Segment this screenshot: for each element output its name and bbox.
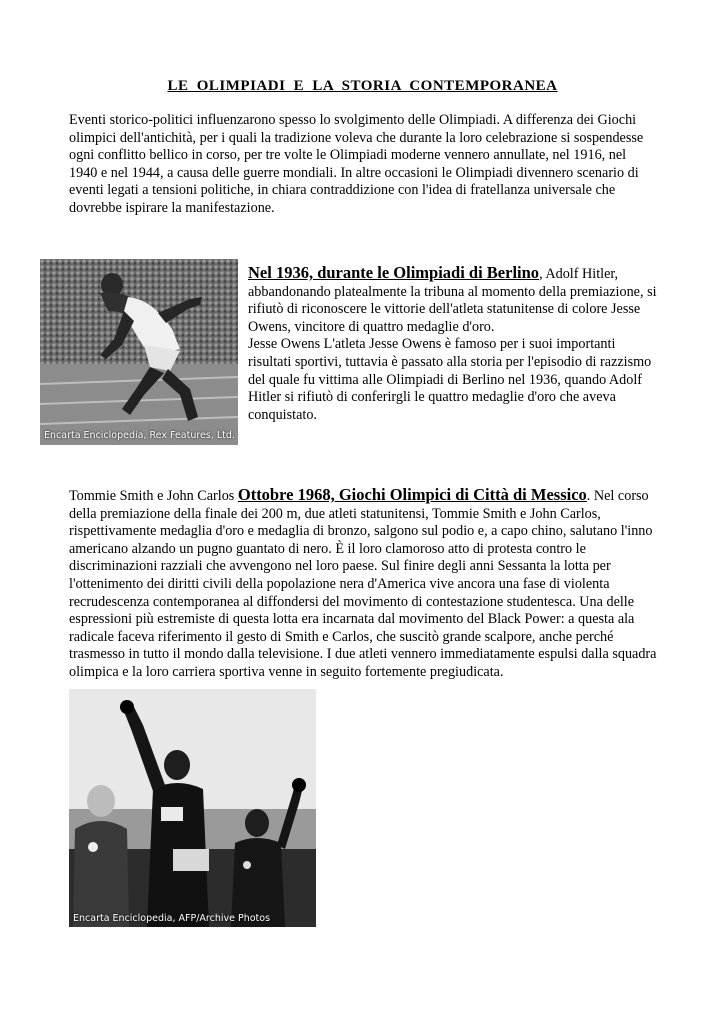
- mexico-lead: Tommie Smith e John Carlos: [69, 488, 238, 504]
- page-title: LE OLIMPIADI E LA STORIA CONTEMPORANEA: [167, 78, 558, 94]
- photo-caption: Encarta Enciclopedia, Rex Features, Ltd.: [44, 430, 235, 441]
- intro-paragraph: Eventi storico-politici influenzarono spesso lo svolgimento delle Olimpiadi. A differenza dei Giochi olimpici dell'antichità, per i quali la tradizione voleva che durante la loro celebrazione si sospendesse ogni conflitto bellico in corso, per tre volte le Olimpiadi moderne vennero annullate, nel 1916, nel 1940 e nel 1944, a causa delle guerre mondiali. In altre occasioni le Olimpiadi divennero scenario di eventi legati a tensioni politiche, in chiara contraddizione con l'idea di fratellanza universale che dovrebbe ispirare la manifestazione.: [69, 112, 644, 216]
- jesse-owens-photo: [40, 259, 238, 445]
- berlin-paragraph: [248, 264, 660, 424]
- berlin-heading: Nel 1936, durante le Olimpiadi di Berlino: [248, 263, 540, 282]
- berlin-text-1: , Adolf Hitler, abbandonando platealmente la tribuna al momento della premiazione, si rifiutò di riconoscere le vittorie dell'atleta statunitense di colore Jesse Owens, vincitore di quattro medaglie d'oro.: [248, 266, 657, 335]
- mexico-paragraph: [69, 486, 657, 682]
- photo-caption: Encarta Enciclopedia, AFP/Archive Photos: [73, 913, 271, 924]
- berlin-text-2: Jesse Owens L'atleta Jesse Owens è famoso per i suoi importanti risultati sportivi, tuttavia è passato alla storia per l'episodio di razzismo del quale fu vittima alle Olimpiadi di Berlino nel 1936, quando Adolf Hitler si rifiutò di conferirgli le quattro medaglie d'oro che aveva conquistato.: [248, 336, 652, 423]
- smith-carlos-photo: [69, 689, 316, 927]
- mexico-text: . Nel corso della premiazione della finale dei 200 m, due atleti statunitensi, Tommie Smith e John Carlos, rispettivamente medaglia d'oro e medaglia di bronzo, salgono sul podio e, a capo chino, salutano l'inno americano alzando un pugno guantato di nero. È il loro clamoroso atto di protesta contro le discriminazioni razziali che avvengono nel loro paese. Sul finire degli anni Sessanta la lotta per l'ottenimento dei diritti civili della popolazione nera d'America vive ancora una fase di violenta recrudescenza contemporanea al diffondersi del movimento di contestazione studentesca. Una delle espressioni più estremiste di questa lotta era incarnata dal movimento del Black Power: a questa ala radicale faceva riferimento il gesto di Smith e Carlos, che suscitò grande scalpore, anche perché trasmesso in tutto il mondo dalla televisione. I due atleti vennero immediatamente espulsi dalla squadra olimpica e la loro carriera sportiva venne in seguito fortemente pregiudicata.: [69, 488, 657, 680]
- mexico-heading: Ottobre 1968, Giochi Olimpici di Città di Messico: [237, 485, 587, 504]
